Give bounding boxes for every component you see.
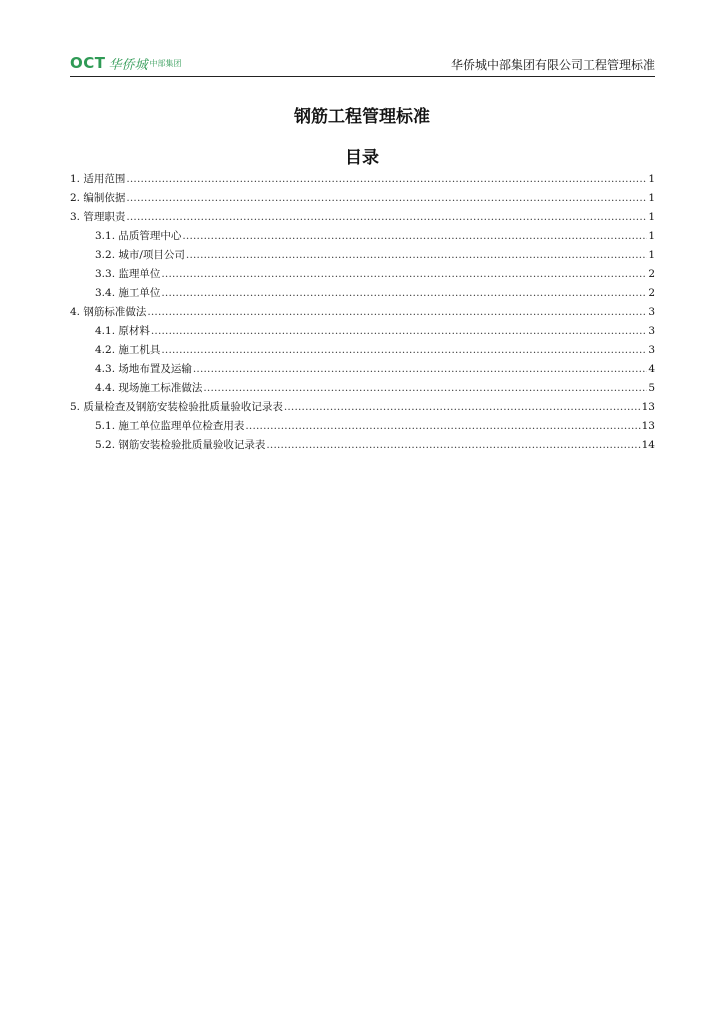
logo-script-text: 华侨城 [108,57,148,73]
toc-entry-label: 3.3. 监理单位 [95,268,161,280]
header-divider [70,76,655,77]
toc-entry-page: 1 [648,173,655,185]
toc-entry-label: 3.1. 品质管理中心 [95,230,182,242]
header-company-standard: 华侨城中部集团有限公司工程管理标准 [450,58,655,72]
toc-entry-page: 1 [648,249,655,261]
toc-dot-leader [151,322,647,341]
toc-entry-page: 3 [648,325,655,337]
toc-entry-label: 3.2. 城市/项目公司 [95,249,185,261]
toc-entry[interactable] [70,189,655,208]
toc-dot-leader [147,303,647,322]
toc-entry-page: 1 [648,192,655,204]
toc-entry-label: 4.3. 场地布置及运输 [95,363,192,375]
toc-dot-leader [193,360,647,379]
toc-entry-label: 5.1. 施工单位监理单位检查用表 [95,420,245,432]
toc-entry-label: 5.2. 钢筋安装检验批质量验收记录表 [95,439,266,451]
toc-entry-label: 5. 质量检查及钢筋安装检验批质量验收记录表 [70,401,283,413]
toc-entry[interactable] [70,360,655,379]
page-header [70,50,655,76]
toc-dot-leader [284,398,641,417]
toc-dot-leader [161,341,647,360]
toc-entry[interactable] [70,398,655,417]
toc-entry-page: 5 [648,382,655,394]
toc-entry[interactable] [70,284,655,303]
toc-entry[interactable] [70,265,655,284]
toc-entry-page: 13 [641,420,655,432]
toc-entry[interactable] [70,208,655,227]
toc-entry[interactable] [70,246,655,265]
toc-entry[interactable] [70,436,655,455]
toc-entry-page: 13 [641,401,655,413]
toc-entry-page: 3 [648,306,655,318]
toc-entry-label: 1. 适用范围 [70,173,126,185]
toc-dot-leader [126,189,647,208]
toc-dot-leader [161,265,647,284]
toc-heading: 目录 [345,148,379,168]
toc-dot-leader [182,227,647,246]
company-logo [70,53,182,73]
toc-entry-label: 4. 钢筋标准做法 [70,306,147,318]
toc-entry-label: 4.2. 施工机具 [95,344,161,356]
toc-entry-label: 4.4. 现场施工标准做法 [95,382,203,394]
document-title: 钢筋工程管理标准 [294,107,430,127]
toc-entry-page: 1 [648,230,655,242]
toc-entry-label: 2. 编制依据 [70,192,126,204]
toc-entry-page: 4 [648,363,655,375]
toc-entry-page: 1 [648,211,655,223]
toc-entry[interactable] [70,417,655,436]
toc-entry-label: 3. 管理职责 [70,211,126,223]
toc-entry-label: 3.4. 施工单位 [95,287,161,299]
toc-dot-leader [126,208,647,227]
logo-oct-text: OCT [70,54,106,72]
toc-entry[interactable] [70,227,655,246]
logo-sub-text: 中部集团 [149,58,182,68]
toc-dot-leader [186,246,647,265]
toc-entry[interactable] [70,170,655,189]
toc-entry-page: 2 [648,268,655,280]
toc-entry[interactable] [70,341,655,360]
toc-entry-label: 4.1. 原材料 [95,325,150,337]
toc-dot-leader [203,379,647,398]
toc-entry-page: 2 [648,287,655,299]
toc-dot-leader [245,417,640,436]
toc-dot-leader [266,436,640,455]
toc-entry[interactable] [70,303,655,322]
table-of-contents [70,170,655,455]
toc-dot-leader [161,284,647,303]
toc-entry[interactable] [70,379,655,398]
toc-entry-page: 3 [648,344,655,356]
toc-entry-page: 14 [641,439,655,451]
toc-entry[interactable] [70,322,655,341]
toc-dot-leader [126,170,647,189]
